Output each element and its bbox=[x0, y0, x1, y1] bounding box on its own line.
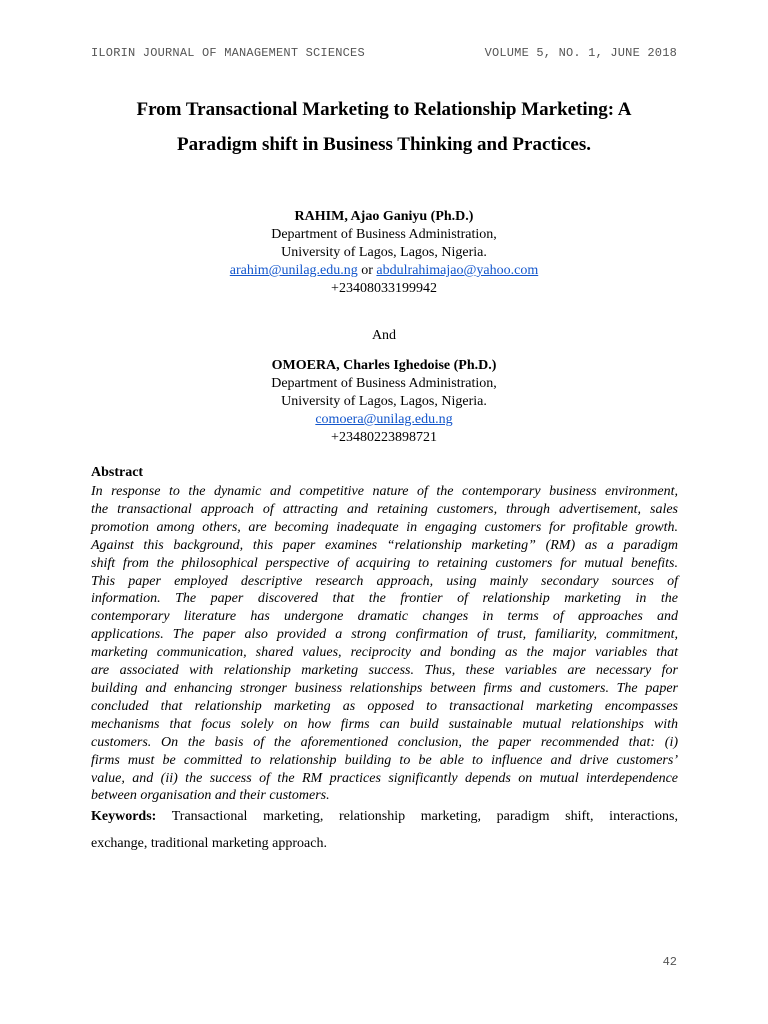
email-link[interactable]: abdulrahimajao@yahoo.com bbox=[376, 263, 539, 278]
email-link[interactable]: comoera@unilag.edu.ng bbox=[315, 412, 453, 427]
abstract-line: applications. The paper also provided a strong confirmation of trust, familiarity, commitment, bbox=[91, 627, 678, 643]
abstract-line: are associated with relationship marketing success. Thus, these variables are necessary for bbox=[91, 663, 678, 679]
author-emails bbox=[60, 262, 708, 280]
abstract-line: contemporary literature has undergone dramatic changes in terms of approaches and bbox=[91, 609, 678, 625]
and-separator: And bbox=[371, 328, 397, 343]
abstract-heading: Abstract bbox=[91, 465, 144, 480]
keywords-section bbox=[91, 803, 678, 857]
author-block-2 bbox=[60, 357, 708, 447]
author-department: Department of Business Administration, bbox=[271, 227, 497, 242]
abstract-line: In response to the dynamic and competitive nature of the contemporary business environment, bbox=[91, 484, 678, 499]
abstract-line: value, and (ii) the success of the RM practices significantly depends on mutual interdependence bbox=[91, 770, 678, 786]
abstract-line: the transactional approach of attracting and retaining customers, through advertisement, sales bbox=[91, 501, 678, 517]
abstract-body bbox=[91, 483, 678, 805]
author-department: Department of Business Administration, bbox=[271, 376, 497, 391]
author-emails bbox=[60, 411, 708, 429]
email-connector: or bbox=[357, 263, 377, 278]
title-line-2: Paradigm shift in Business Thinking and Practices. bbox=[176, 134, 592, 155]
title-line-1: From Transactional Marketing to Relationship Marketing: A bbox=[136, 99, 632, 120]
author-university: University of Lagos, Lagos, Nigeria. bbox=[281, 245, 487, 260]
author-phone: +23480223898721 bbox=[331, 430, 437, 445]
keywords-text: Transactional marketing, relationship marketing, paradigm shift, interactions, bbox=[171, 809, 678, 824]
author-phone: +23408033199942 bbox=[331, 281, 437, 296]
abstract-line: customers. On the basis of the aforementioned conclusion, the paper recommended that: (i) bbox=[91, 734, 678, 750]
running-head bbox=[91, 46, 677, 60]
author-name: OMOERA, Charles Ighedoise (Ph.D.) bbox=[271, 358, 497, 373]
keywords-line-2: exchange, traditional marketing approach. bbox=[91, 836, 327, 851]
journal-name: ILORIN JOURNAL OF MANAGEMENT SCIENCES bbox=[91, 46, 365, 60]
abstract-line: firms must be committed to relationship building to be able to influence and drive customers’ bbox=[91, 752, 678, 768]
abstract-line: between organisation and their customers. bbox=[91, 788, 330, 804]
page-number: 42 bbox=[662, 955, 677, 969]
abstract-line: This paper employed descriptive research approach, using mainly secondary sources of bbox=[91, 573, 678, 589]
author-name: RAHIM, Ajao Ganiyu (Ph.D.) bbox=[294, 209, 474, 224]
keywords-line-1 bbox=[91, 803, 678, 830]
abstract-line: Against this background, this paper examines “relationship marketing” (RM) as a paradigm bbox=[91, 537, 678, 553]
email-link[interactable]: arahim@unilag.edu.ng bbox=[229, 263, 358, 278]
author-block-1 bbox=[60, 208, 708, 298]
abstract-line: shift from the philosophical perspective of acquiring to retaining customers for mutual benefits. bbox=[91, 555, 678, 571]
keywords-label: Keywords: bbox=[91, 809, 157, 824]
abstract-line: building and enhancing stronger business relationships between firms and customers. The paper bbox=[91, 680, 678, 696]
volume-info: VOLUME 5, NO. 1, JUNE 2018 bbox=[484, 46, 677, 60]
abstract-line: information. The paper discovered that the frontier of relationship marketing in the bbox=[91, 591, 678, 607]
abstract-line: concluded that relationship marketing as opposed to transactional marketing encompasses bbox=[91, 698, 678, 714]
abstract-line: promotion among others, are becoming inadequate in engaging customers for profitable growth. bbox=[91, 519, 678, 535]
abstract-line: mechanisms that focus solely on how firms can build sustainable mutual relationships with bbox=[91, 716, 678, 732]
abstract-line: marketing communication, shared values, reciprocity and bonding as the major variables that bbox=[91, 645, 678, 661]
author-university: University of Lagos, Lagos, Nigeria. bbox=[281, 394, 487, 409]
paper-title bbox=[60, 92, 708, 162]
